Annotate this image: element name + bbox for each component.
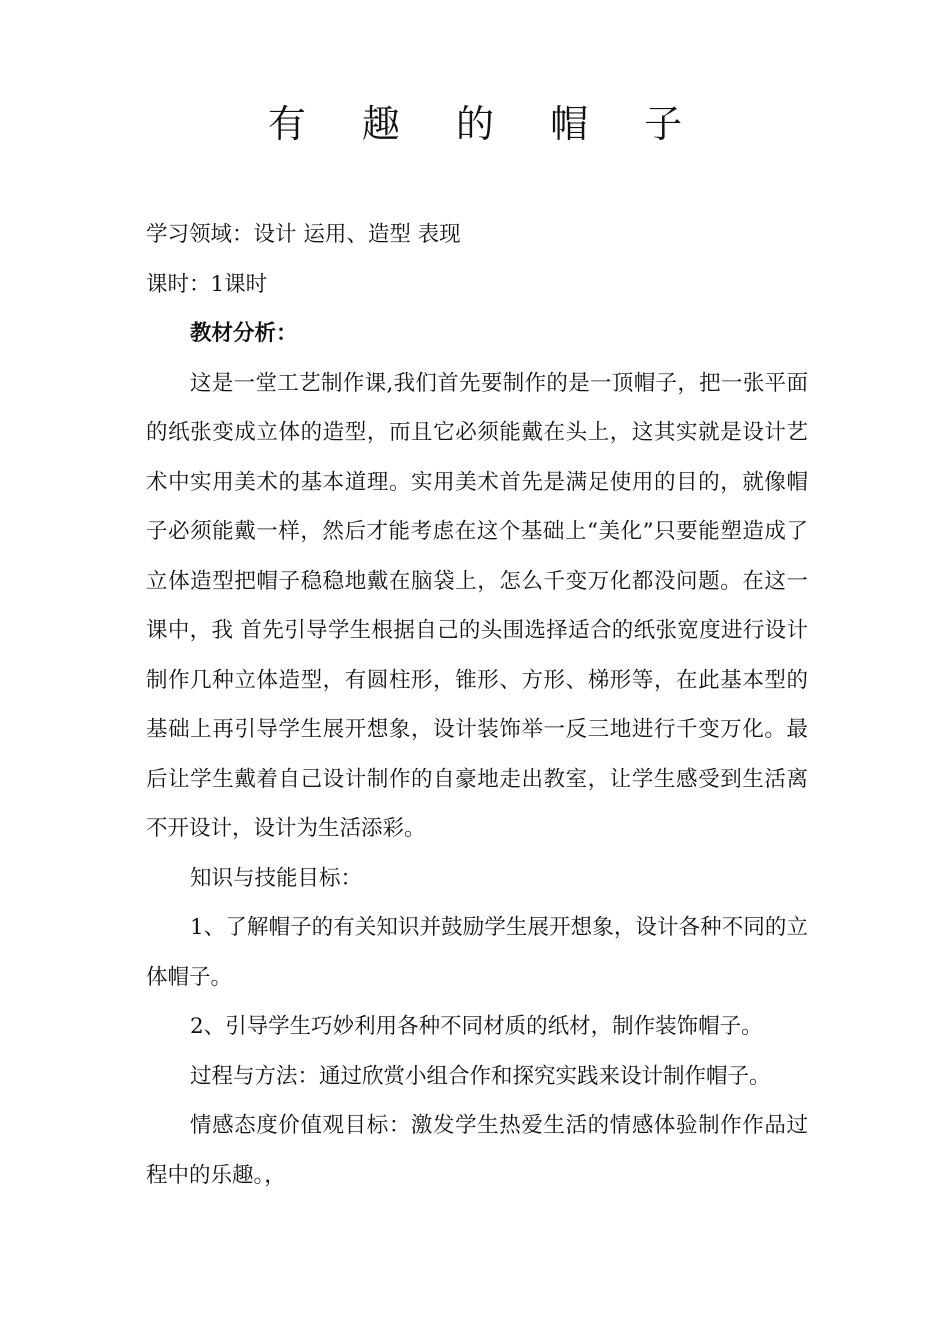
class-hours: 课时：1课时 bbox=[146, 271, 268, 297]
learning-domain: 学习领域：设计 运用、造型 表现 bbox=[146, 222, 461, 247]
page-title: 有 趣 的 帽 子 bbox=[267, 102, 705, 146]
analysis-heading: 教材分析： bbox=[190, 321, 298, 346]
process-method: 过程与方法：通过欣赏小组合作和探究实践来设计制作帽子。 bbox=[190, 1063, 771, 1089]
emotion-goal: 情感态度价值观目标：激发学生热爱生活的情感体验制作作品过程中的乐趣。， bbox=[146, 1113, 808, 1188]
knowledge-heading: 知识与技能目标： bbox=[190, 865, 363, 891]
goal-item-2: 2、引导学生巧妙利用各种不同材质的纸材，制作装饰帽子。 bbox=[190, 1014, 763, 1039]
goal-item-1: 1、了解帽子的有关知识并鼓励学生展开想象，设计各种不同的立体帽子。 bbox=[146, 915, 808, 990]
analysis-paragraph: 这是一堂工艺制作课,我们首先要制作的是一顶帽子，把一张平面的纸张变成立体的造型，而且它必须能戴在头上，这其实就是设计艺术中实用美术的基本道理。实用美术首先是满足使用的目的，就像帽子必须能戴一样，然后才能考虑在这个基础上“美化”只要能塑造成了立体造型把帽子稳稳地戴在脑袋上，怎么千变万化都没问题。在这一课中，我 首先引导学生根据自己的头围选择适合的纸张宽度进行设计制作几种立体造型，有圆柱形，锥形、方形、梯形等，在此基本型的基础上再引导学生展开想象，设计装饰举一反三地进行千变万化。最后让学生戴着自己设计制作的自豪地走出教室，让学生感受到生活离不开设计，设计为生活添彩。 bbox=[146, 370, 808, 841]
document-body bbox=[146, 210, 808, 1200]
